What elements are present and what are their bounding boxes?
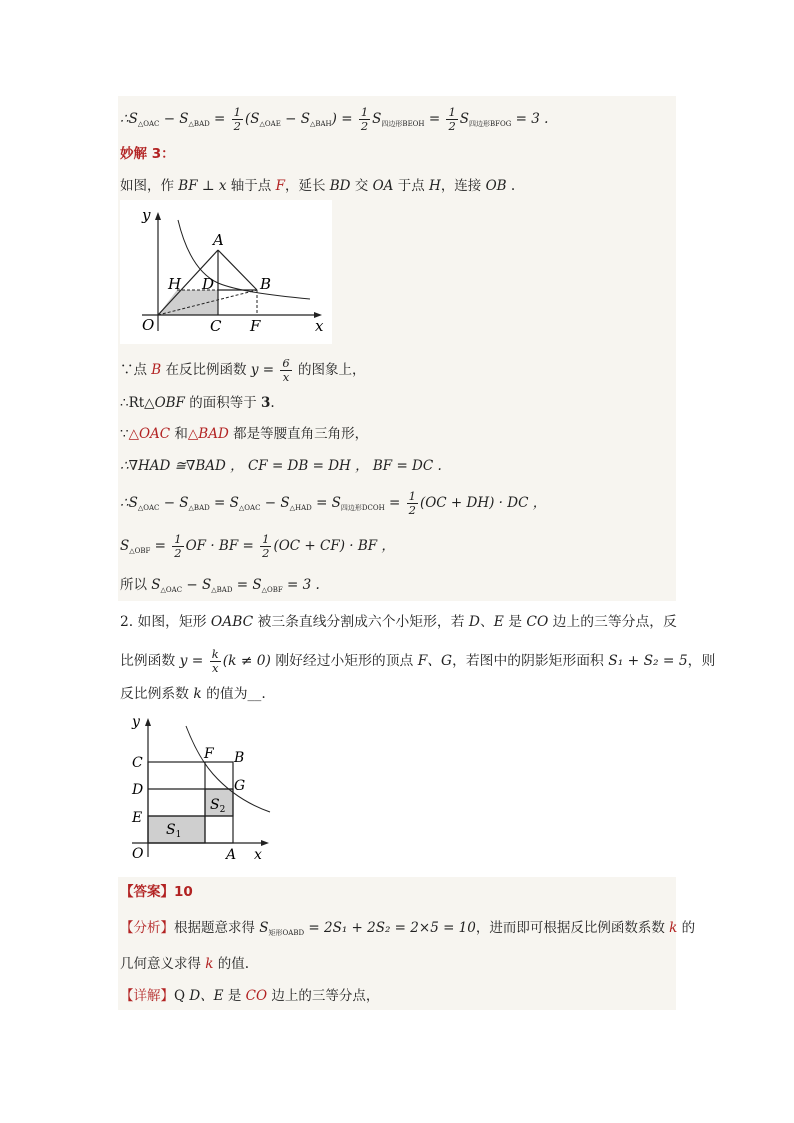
label2-d: D (132, 782, 144, 798)
area-obf-line: $S_{\triangle OBF}$ = $\frac{1}{2}$ OF · BF = $\frac{1}{2}$ (OC + CF) · BF ， (120, 532, 395, 560)
problem2-line2: 比例函数 y = $\frac{k}{x}$ (k ≠ 0) 刚好经过小矩形的顶点 F、G，若图中的阴影矩形面积 S₁ + S₂ = 5，则 (120, 647, 716, 675)
method-intro: 如图，作 BF ⊥ x 轴于点 F，延长 BD 交 OA 于点 H，连接 OB . (120, 178, 516, 194)
problem2-line1: 2. 如图，矩形 OABC 被三条直线分割成六个小矩形，若 D、E 是 CO 边上的三等分点，反 (120, 614, 677, 630)
label-d: D (202, 275, 215, 293)
label2-e: E (132, 810, 143, 826)
x-axis-arrow-2 (261, 840, 269, 846)
answer-label: 【答案】 (120, 884, 174, 900)
figure-rectangles-hyperbola (118, 712, 278, 864)
label-f: F (250, 317, 261, 335)
answer-value: 10 (174, 884, 193, 900)
segment-ab (218, 250, 257, 290)
hyperbola-curve (178, 220, 310, 299)
label2-y: y (132, 714, 140, 730)
because-isosceles-line: ∵△OAC 和△BAD 都是等腰直角三角形， (120, 426, 369, 442)
conclusion-line: 所以 $S_{\triangle OAC} - S_{\triangle BAD} = S_{\triangle OBF} = 3$ . (120, 577, 320, 594)
label2-c: C (132, 755, 143, 771)
label2-b: B (234, 750, 245, 766)
because-point-b-line: ∵点 B 在反比例函数 y = $\frac{6}{x}$ 的图象上， (120, 356, 366, 384)
figure-2-svg (118, 712, 278, 864)
label2-a: A (226, 847, 237, 863)
figure-triangle-hyperbola (120, 200, 332, 344)
label-y: y (142, 206, 151, 224)
area-equation-line: $\therefore S_{\triangle OAC} - S_{\triangle BAD}$ = $\frac{1}{2}$ $(S_{\triangle OAE} - S_{\triangle BAH})$ = $\frac{1}{2}$ $S_{四边形BEOH}$ = $\frac{1}{2}$ $S_{四边形BFOG} = 3$ . (120, 105, 549, 133)
label-b: B (260, 275, 272, 293)
label2-g: G (234, 778, 246, 794)
label-c: C (210, 317, 222, 335)
detail-line: 【详解】Q D、E 是 CO 边上的三等分点， (120, 988, 380, 1004)
area-difference-line: $\therefore S_{\triangle OAC} - S_{\triangle BAD} = S_{\triangle OAC} - S_{\triangle HAD} = S_{四边形DCOH}$ = $\frac{1}{2}$ (OC + DH) · DC ， (120, 489, 547, 517)
label-h: H (168, 275, 182, 293)
y-axis-arrow-2 (145, 718, 151, 726)
label2-o: O (132, 846, 144, 862)
figure-1-svg (120, 200, 332, 344)
label2-x: x (254, 847, 262, 863)
solution-panel-top (118, 96, 676, 601)
analysis-line1: 【分析】根据题意求得 $S_{矩形OABD} = 2S_1 + 2S_2 = 2\times 5 = 10$，进而即可根据反比例函数系数 k 的 (120, 920, 696, 937)
problem2-line3: 反比例系数 k 的值为__. (120, 686, 266, 702)
label2-s1: $S_1$ (166, 822, 182, 840)
congruent-line: ∴∇HAD ≅∇BAD ， CF = DB = DH ， BF = DC . (120, 458, 442, 474)
label-o: O (142, 316, 155, 334)
method-heading: 妙解 3： (120, 146, 175, 162)
answer-line (120, 882, 193, 902)
y-axis-arrow (155, 212, 161, 220)
label2-f: F (204, 746, 214, 762)
label-x: x (315, 317, 324, 335)
label2-s2: $S_2$ (210, 797, 226, 815)
therefore-area-line: ∴Rt△OBF 的面积等于 3. (120, 395, 275, 411)
analysis-line2: 几何意义求得 k 的值. (120, 956, 250, 972)
label-a: A (213, 231, 224, 249)
